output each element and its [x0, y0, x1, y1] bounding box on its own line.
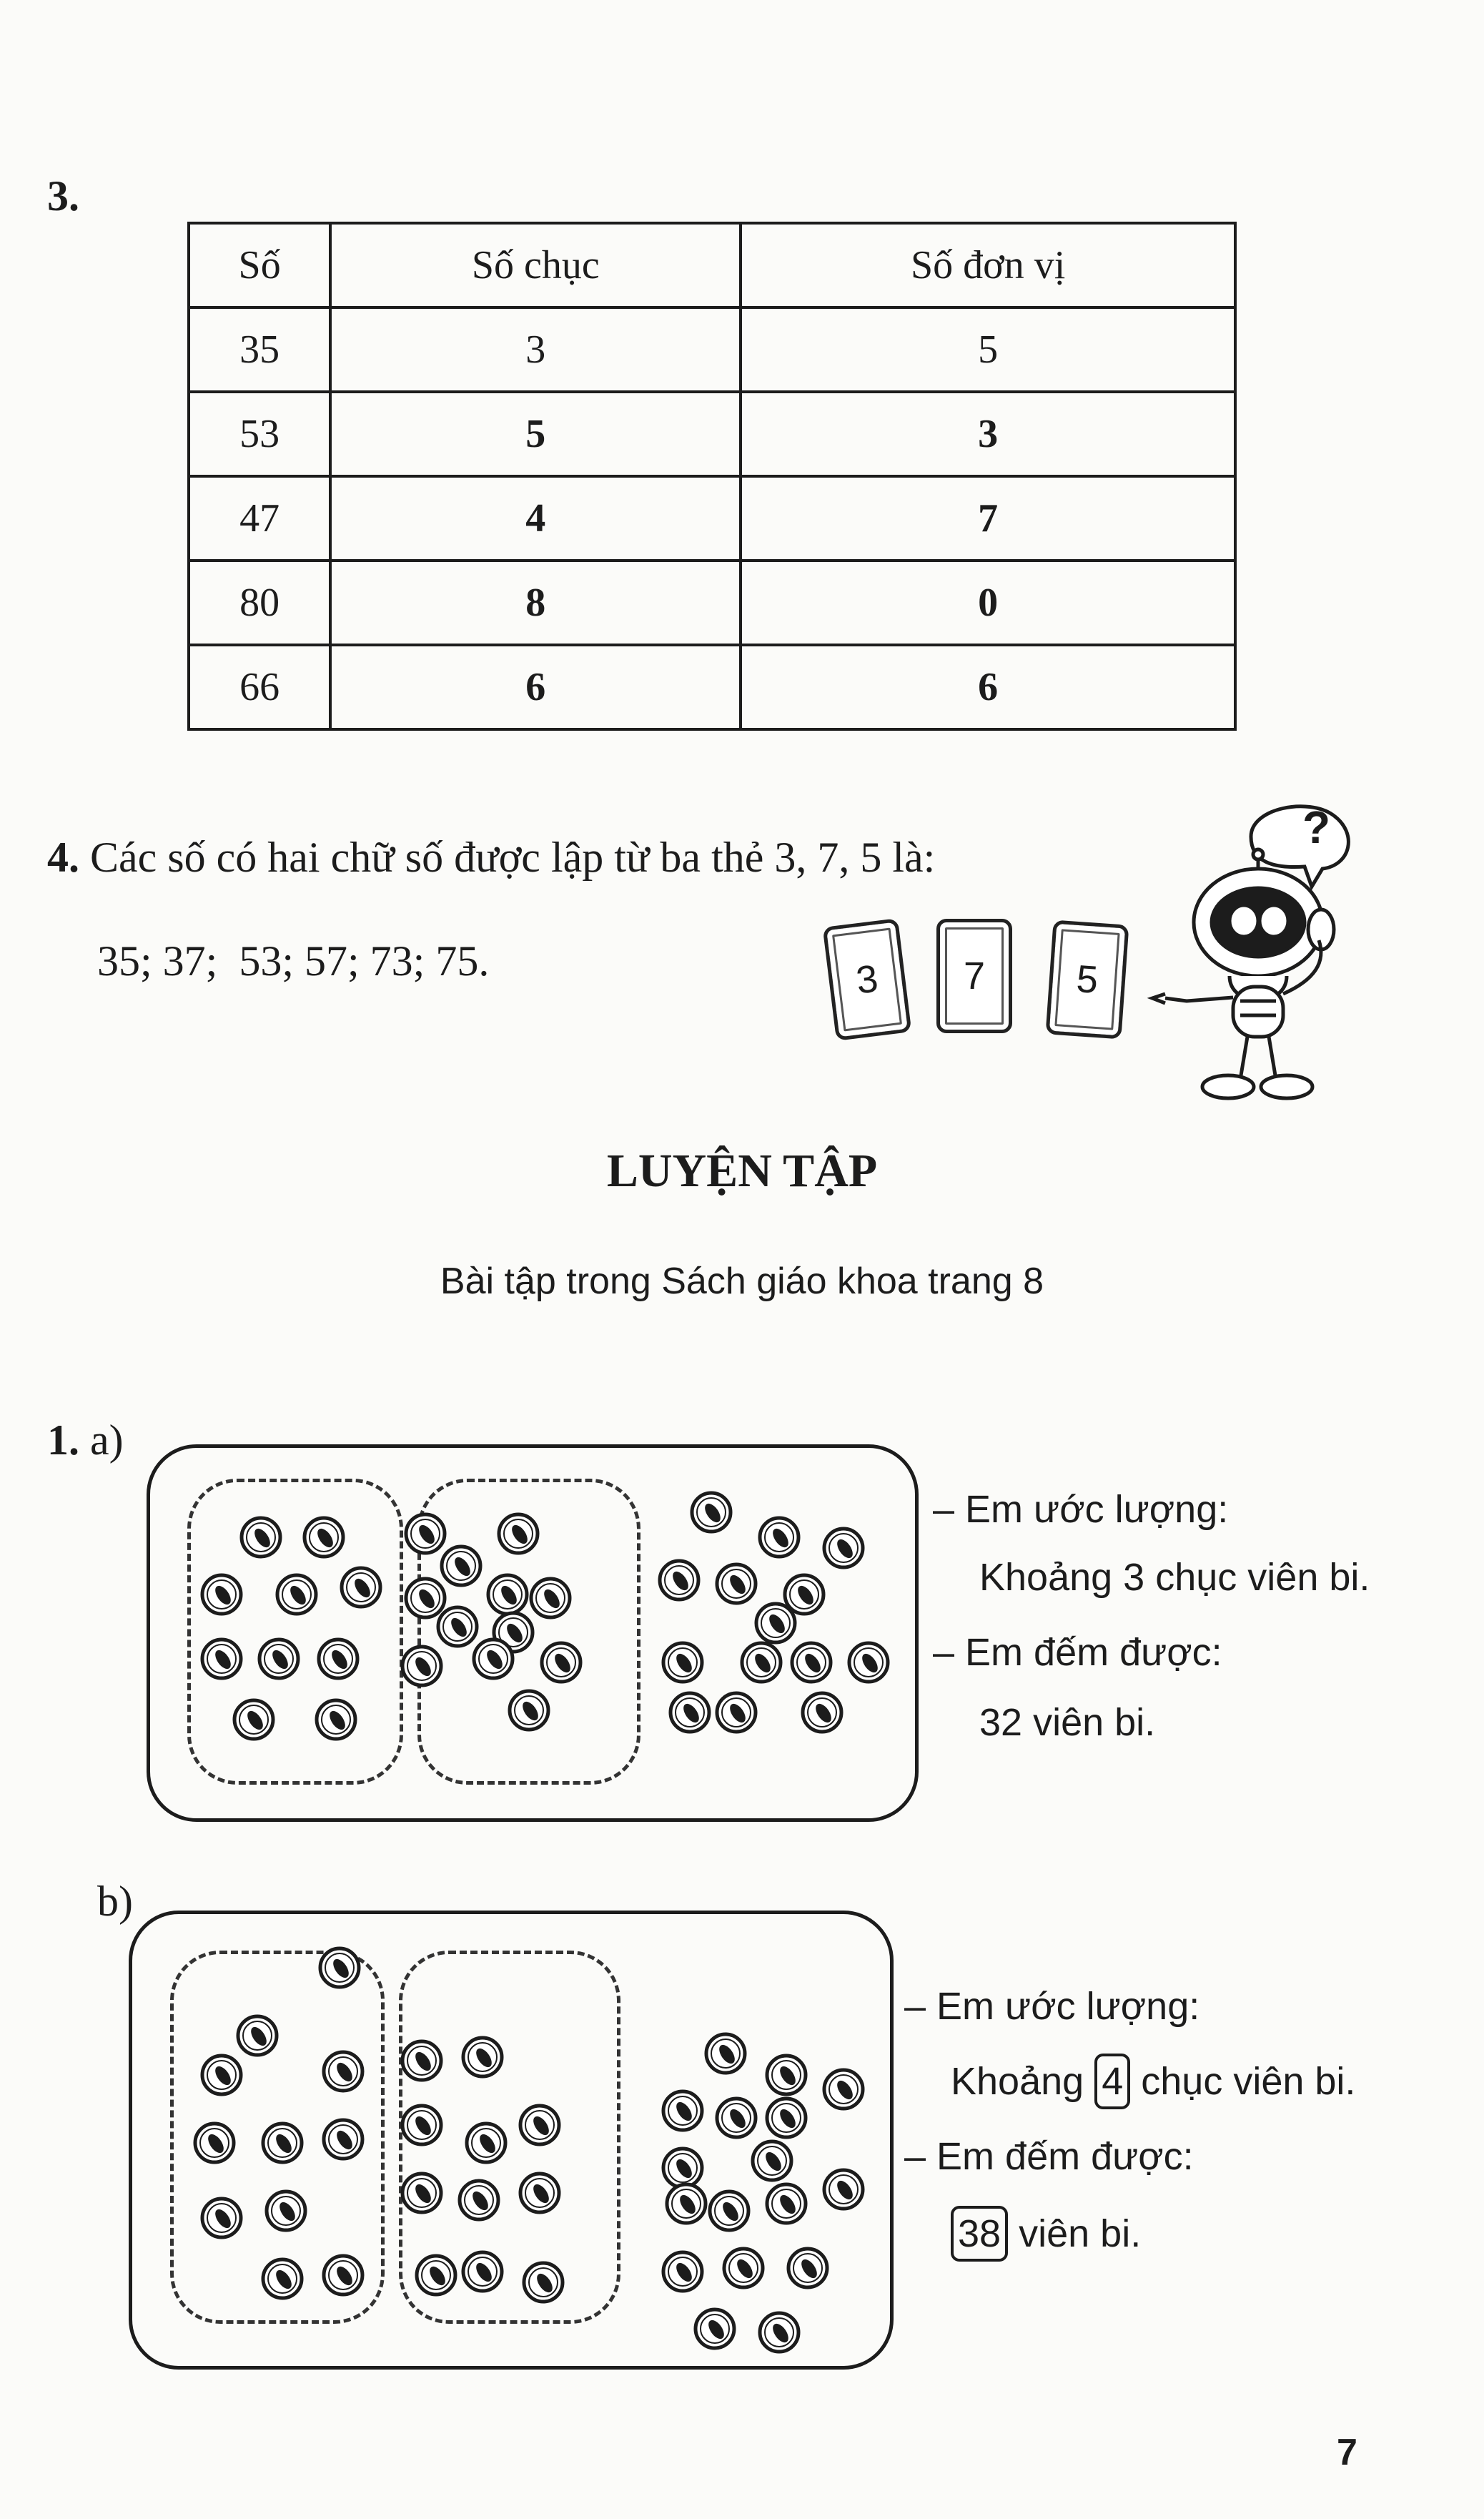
cell-tens: 4 — [330, 476, 741, 561]
header-number: Số — [189, 223, 330, 307]
marble-icon — [242, 1518, 280, 1557]
table-header-row — [189, 223, 1235, 307]
marbles-b — [129, 1911, 894, 2368]
marble-icon — [742, 1643, 781, 1682]
marble-icon — [324, 2256, 362, 2294]
marble-icon — [202, 1640, 241, 1678]
count-label-a: – Em đếm được: — [933, 1631, 1222, 1674]
cell-number: 53 — [189, 392, 330, 476]
marble-icon — [317, 1700, 355, 1739]
marble-icon — [324, 2052, 362, 2091]
marble-icon — [402, 2174, 441, 2212]
part-a-label: a) — [90, 1416, 124, 1464]
marble-icon — [499, 1514, 538, 1553]
marble-icon — [767, 2056, 806, 2094]
marble-icon — [767, 2184, 806, 2223]
marble-icon — [717, 1564, 756, 1603]
exercise-1-label: 1. — [47, 1416, 79, 1464]
tens-units-table — [187, 222, 1237, 731]
cell-tens: 5 — [330, 392, 741, 476]
marble-icon — [756, 1604, 795, 1642]
estimate-label-a: – Em ước lượng: — [933, 1488, 1229, 1531]
exercise-4-label: 4. — [47, 834, 79, 881]
header-tens: Số chục — [330, 223, 741, 307]
cell-tens: 3 — [330, 307, 741, 392]
marble-icon — [463, 2252, 502, 2291]
estimate-suffix-b: chục viên bi. — [1141, 2060, 1356, 2103]
marble-icon — [234, 1700, 273, 1739]
cell-tens: 6 — [330, 645, 741, 729]
marble-icon — [531, 1579, 570, 1617]
number-card: 5 — [1046, 920, 1129, 1039]
count-text-a: 32 viên bi. — [979, 1701, 1156, 1744]
marble-icon — [195, 2124, 234, 2162]
exercise-3-label: 3. — [47, 172, 79, 220]
robot-question-mark: ? — [1302, 802, 1331, 853]
cell-number: 35 — [189, 307, 330, 392]
marble-icon — [267, 2192, 305, 2230]
marble-icon — [463, 2038, 502, 2076]
marble-icon — [342, 1568, 380, 1607]
number-card: 3 — [823, 918, 912, 1041]
exercise-4-question-text: Các số có hai chữ số được lập từ ba thẻ 3, 7, 5 là: — [90, 834, 936, 881]
marble-icon — [402, 2041, 441, 2080]
cell-tens: 8 — [330, 561, 741, 645]
count-line-b — [951, 2206, 1141, 2262]
marble-icon — [717, 2099, 756, 2137]
marble-icon — [792, 1643, 831, 1682]
robot-icon — [1144, 794, 1380, 1115]
marble-icon — [696, 2310, 734, 2348]
estimate-prefix-b: Khoảng — [951, 2060, 1084, 2103]
table-row — [189, 561, 1235, 645]
marble-icon — [202, 2056, 241, 2094]
practice-title: LUYỆN TẬP — [606, 1145, 878, 1197]
practice-subtitle: Bài tập trong Sách giáo khoa trang 8 — [440, 1261, 1044, 1302]
exercise-4-question — [47, 833, 935, 882]
marble-icon — [849, 1643, 888, 1682]
count-answer-box: 38 — [951, 2206, 1008, 2262]
marble-icon — [717, 1693, 756, 1732]
marble-icon — [663, 2252, 702, 2291]
marble-icon — [263, 2259, 302, 2298]
marble-icon — [692, 1493, 731, 1532]
marble-icon — [442, 1547, 480, 1585]
estimate-text-a: Khoảng 3 chục viên bi. — [979, 1556, 1370, 1599]
cell-units: 5 — [741, 307, 1235, 392]
marble-icon — [417, 2256, 455, 2294]
marble-icon — [760, 1518, 798, 1557]
number-card: 7 — [936, 919, 1012, 1033]
marble-icon — [767, 2099, 806, 2137]
exercise-1-heading — [47, 1416, 124, 1465]
marbles-a — [147, 1444, 919, 1823]
table-row — [189, 645, 1235, 729]
marble-icon — [488, 1575, 527, 1614]
table-row — [189, 392, 1235, 476]
marble-icon — [402, 1647, 441, 1685]
marble-icon — [663, 2149, 702, 2187]
marble-icon — [671, 1693, 709, 1732]
page-number: 7 — [1337, 2432, 1357, 2473]
cell-units: 3 — [741, 392, 1235, 476]
marble-icon — [520, 2174, 559, 2212]
estimate-label-b: – Em ước lượng: — [904, 1985, 1200, 2028]
marble-icon — [305, 1518, 343, 1557]
estimate-line-b — [951, 2054, 1355, 2109]
marble-icon — [319, 1640, 357, 1678]
marble-icon — [259, 1640, 298, 1678]
cell-units: 6 — [741, 645, 1235, 729]
marble-icon — [324, 2120, 362, 2159]
marble-icon — [824, 2070, 863, 2109]
marble-icon — [788, 2249, 827, 2287]
marble-icon — [467, 2124, 505, 2162]
marble-icon — [724, 2249, 763, 2287]
estimate-answer-box: 4 — [1094, 2054, 1130, 2109]
table-row — [189, 476, 1235, 561]
marble-icon — [406, 1514, 445, 1553]
marble-icon — [277, 1575, 316, 1614]
cell-number: 66 — [189, 645, 330, 729]
marble-icon — [710, 2192, 748, 2230]
marble-icon — [438, 1607, 477, 1646]
cell-number: 47 — [189, 476, 330, 561]
header-units: Số đơn vị — [741, 223, 1235, 307]
marble-icon — [667, 2184, 706, 2223]
marble-icon — [474, 1640, 513, 1678]
marble-icon — [803, 1693, 841, 1732]
marble-icon — [824, 1529, 863, 1567]
marble-icon — [660, 1561, 698, 1599]
marble-icon — [663, 1643, 702, 1682]
marble-icon — [520, 2106, 559, 2144]
marble-icon — [760, 2313, 798, 2352]
marble-icon — [753, 2141, 791, 2180]
marble-icon — [263, 2124, 302, 2162]
cell-units: 0 — [741, 561, 1235, 645]
marble-icon — [202, 2199, 241, 2237]
cell-number: 80 — [189, 561, 330, 645]
cell-units: 7 — [741, 476, 1235, 561]
marble-icon — [524, 2263, 563, 2302]
marble-icon — [202, 1575, 241, 1614]
marble-icon — [706, 2034, 745, 2073]
count-label-b: – Em đếm được: — [904, 2135, 1194, 2178]
marble-icon — [320, 1948, 359, 1987]
marble-icon — [663, 2091, 702, 2130]
marble-icon — [402, 2106, 441, 2144]
marble-icon — [510, 1691, 548, 1730]
part-b-label: b) — [97, 1878, 133, 1925]
table-row — [189, 307, 1235, 392]
marble-icon — [785, 1575, 823, 1614]
count-suffix-b: viên bi. — [1019, 2212, 1142, 2255]
marble-icon — [824, 2170, 863, 2209]
marble-icon — [406, 1579, 445, 1617]
marble-icon — [460, 2181, 498, 2219]
marble-icon — [542, 1643, 580, 1682]
marble-icon — [238, 2016, 277, 2055]
exercise-4-answer: 35; 37; 53; 57; 73; 75. — [97, 937, 490, 985]
